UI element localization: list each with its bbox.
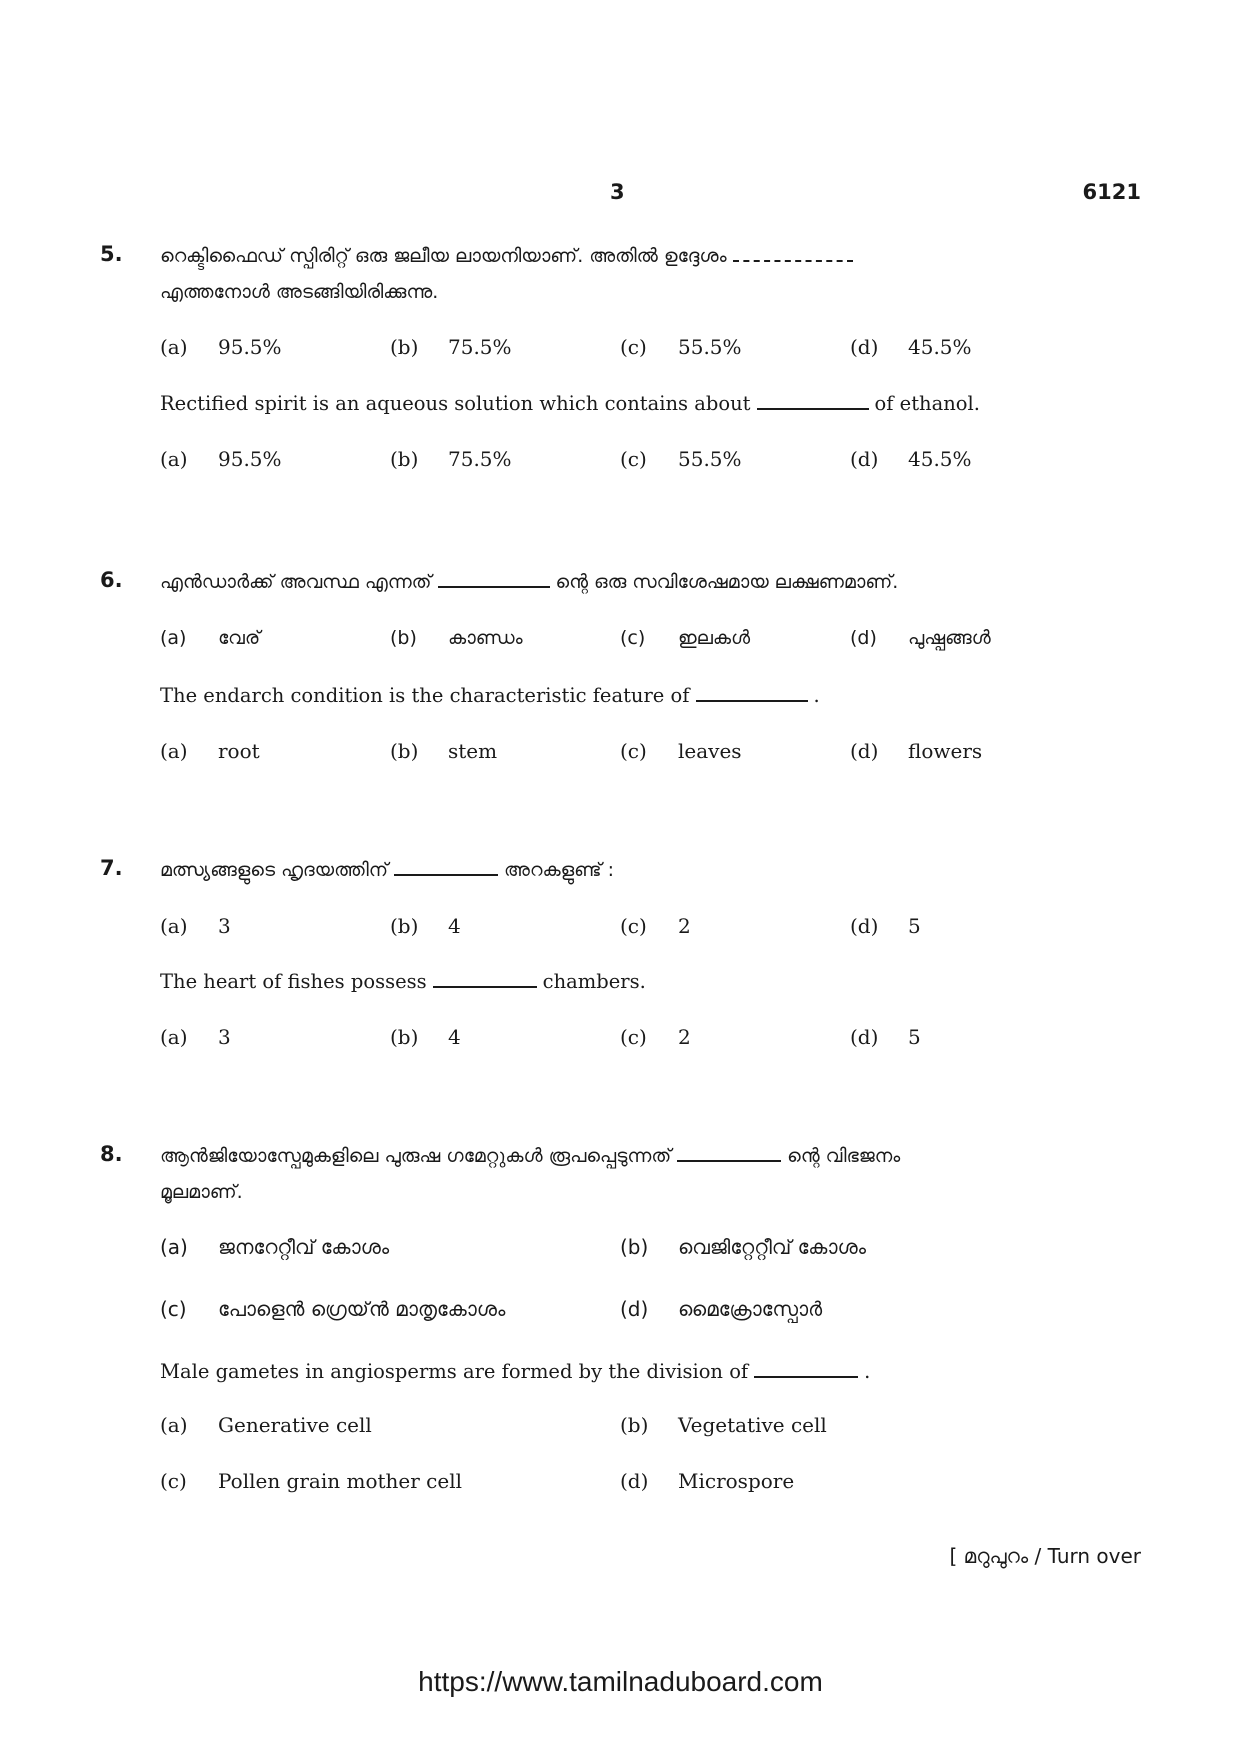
question-text-part: Male gametes in angiosperms are formed by the division of [160,1360,749,1383]
option-text: Microspore [678,1469,795,1493]
option-text: 2 [678,914,691,938]
option-text: ജനറേറ്റീവ് കോശം [218,1235,390,1259]
option-text: 3 [218,914,231,938]
option-text: വേര് [218,627,261,649]
option-text: 55.5% [678,335,742,359]
question-text-part: റെക്ടിഫൈഡ് സ്പിരിറ്റ് ഒരു ജലീയ ലായനിയാണ്. അതിൽ ഉദ്ദേശം [160,245,727,267]
option-c [620,739,742,763]
page-number: 3 [610,180,625,204]
option-b [620,1235,866,1259]
option-d [850,1025,921,1049]
option-a [160,627,260,649]
option-label: (d) [620,1469,649,1493]
option-c [620,627,750,649]
option-label: (c) [160,1297,187,1321]
option-label: (a) [160,739,188,763]
option-label: (d) [850,1025,879,1049]
question-text-malayalam [160,564,898,600]
option-b [390,335,512,359]
option-d [850,739,982,763]
option-a [160,447,282,471]
option-b [390,1025,461,1049]
option-text: 5 [908,1025,921,1049]
question-text-malayalam-line2: എത്തനോൾ അടങ്ങിയിരിക്കുന്നു. [160,281,439,303]
option-label: (b) [390,447,419,471]
answer-blank [733,259,853,262]
option-c [160,1469,462,1493]
question-number: 5. [100,242,123,266]
option-a [160,1235,389,1259]
option-c [620,335,742,359]
option-text: root [218,739,260,763]
option-b [390,914,461,938]
question-text-english [160,1354,870,1390]
option-text: 4 [448,1025,461,1049]
answer-blank [433,985,537,988]
option-label: (a) [160,914,188,938]
option-label: (d) [850,914,879,938]
option-label: (d) [620,1297,649,1321]
option-label: (a) [160,1025,188,1049]
option-a [160,739,260,763]
option-label: (c) [620,335,647,359]
question-text-part: . [813,684,820,707]
option-text: 2 [678,1025,691,1049]
option-c [620,447,742,471]
option-text: കാണ്ഡം [448,627,523,649]
option-label: (b) [620,1235,649,1259]
option-text: Vegetative cell [678,1413,827,1437]
option-text: 75.5% [448,447,512,471]
option-text: പുഷ്പങ്ങൾ [908,627,991,649]
answer-blank [394,873,498,876]
option-d [620,1297,822,1321]
option-c [620,1025,691,1049]
question-text-malayalam [160,852,614,888]
option-label: (c) [160,1469,187,1493]
option-text: Generative cell [218,1413,372,1437]
option-text: 95.5% [218,335,282,359]
answer-blank [438,585,550,588]
option-a [160,1025,231,1049]
option-text: 45.5% [908,335,972,359]
option-text: leaves [678,739,742,763]
option-label: (a) [160,335,188,359]
option-label: (d) [850,627,877,649]
option-c [160,1297,505,1321]
option-label: (b) [620,1413,649,1437]
option-label: (b) [390,914,419,938]
option-label: (a) [160,1413,188,1437]
answer-blank [677,1159,781,1162]
option-label: (b) [390,627,417,649]
question-text-part: The heart of fishes possess [160,970,427,993]
option-text: 3 [218,1025,231,1049]
option-text: stem [448,739,498,763]
question-text-malayalam [160,238,859,274]
option-label: (c) [620,739,647,763]
option-d [850,914,921,938]
option-text: വെജിറ്റേറ്റീവ് കോശം [678,1235,867,1259]
paper-code: 6121 [1082,180,1141,204]
question-text-part: ന്റെ വിഭജനം [787,1145,901,1167]
option-text: flowers [908,739,983,763]
option-d [850,335,972,359]
option-b [390,627,523,649]
answer-blank [696,699,808,702]
turn-over-note: [ മറുപുറം / Turn over [949,1544,1141,1568]
question-text-malayalam-line2: മൂലമാണ്. [160,1181,243,1203]
option-text: 95.5% [218,447,282,471]
option-text: 4 [448,914,461,938]
question-text-part: . [864,1360,871,1383]
option-c [620,914,691,938]
question-text-part: എൻഡാർക്ക് അവസ്ഥ എന്നത് [160,571,432,593]
option-label: (a) [160,627,187,649]
option-label: (a) [160,447,188,471]
footer-url: https://www.tamilnaduboard.com [418,1666,823,1697]
question-number: 8. [100,1142,123,1166]
option-label: (c) [620,447,647,471]
option-label: (c) [620,627,646,649]
answer-blank [757,407,869,410]
option-a [160,335,282,359]
option-b [390,739,497,763]
option-label: (c) [620,914,647,938]
option-label: (b) [390,1025,419,1049]
option-text: ഇലകൾ [678,627,751,649]
question-text-part: മത്സ്യങ്ങളുടെ ഹൃദയത്തിന് [160,859,389,881]
option-label: (b) [390,739,419,763]
question-text-malayalam [160,1138,900,1174]
question-text-english [160,678,820,714]
option-text: 75.5% [448,335,512,359]
option-text: Pollen grain mother cell [218,1469,462,1493]
option-b [390,447,512,471]
option-label: (a) [160,1235,188,1259]
option-b [620,1413,827,1437]
question-text-part: ന്റെ ഒരു സവിശേഷമായ ലക്ഷണമാണ്. [555,571,899,593]
question-text-english [160,964,646,1000]
question-text-part: Rectified spirit is an aqueous solution which contains about [160,392,751,415]
option-label: (d) [850,447,879,471]
question-text-english [160,386,980,422]
option-label: (b) [390,335,419,359]
option-a [160,1413,372,1437]
option-text: 5 [908,914,921,938]
question-text-part: അറകളുണ്ട് : [504,859,615,881]
answer-blank [754,1375,858,1378]
question-text-part: of ethanol. [874,392,980,415]
question-number: 6. [100,568,123,592]
option-text: 55.5% [678,447,742,471]
option-d [850,627,991,649]
option-label: (d) [850,739,879,763]
option-text: പോളെൻ ഗ്രെയ്ൻ മാതൃകോശം [218,1297,506,1321]
question-number: 7. [100,856,123,880]
option-label: (c) [620,1025,647,1049]
option-text: 45.5% [908,447,972,471]
question-text-part: ആൻജിയോസ്പേമുകളിലെ പുരുഷ ഗമേറ്റുകൾ രൂപപ്പെടുന്നത് [160,1145,672,1167]
question-text-part: chambers. [542,970,646,993]
question-text-part: The endarch condition is the characteristic feature of [160,684,690,707]
option-label: (d) [850,335,879,359]
option-d [850,447,972,471]
option-text: മൈക്രോസ്പോർ [678,1297,823,1321]
option-d [620,1469,794,1493]
option-a [160,914,231,938]
